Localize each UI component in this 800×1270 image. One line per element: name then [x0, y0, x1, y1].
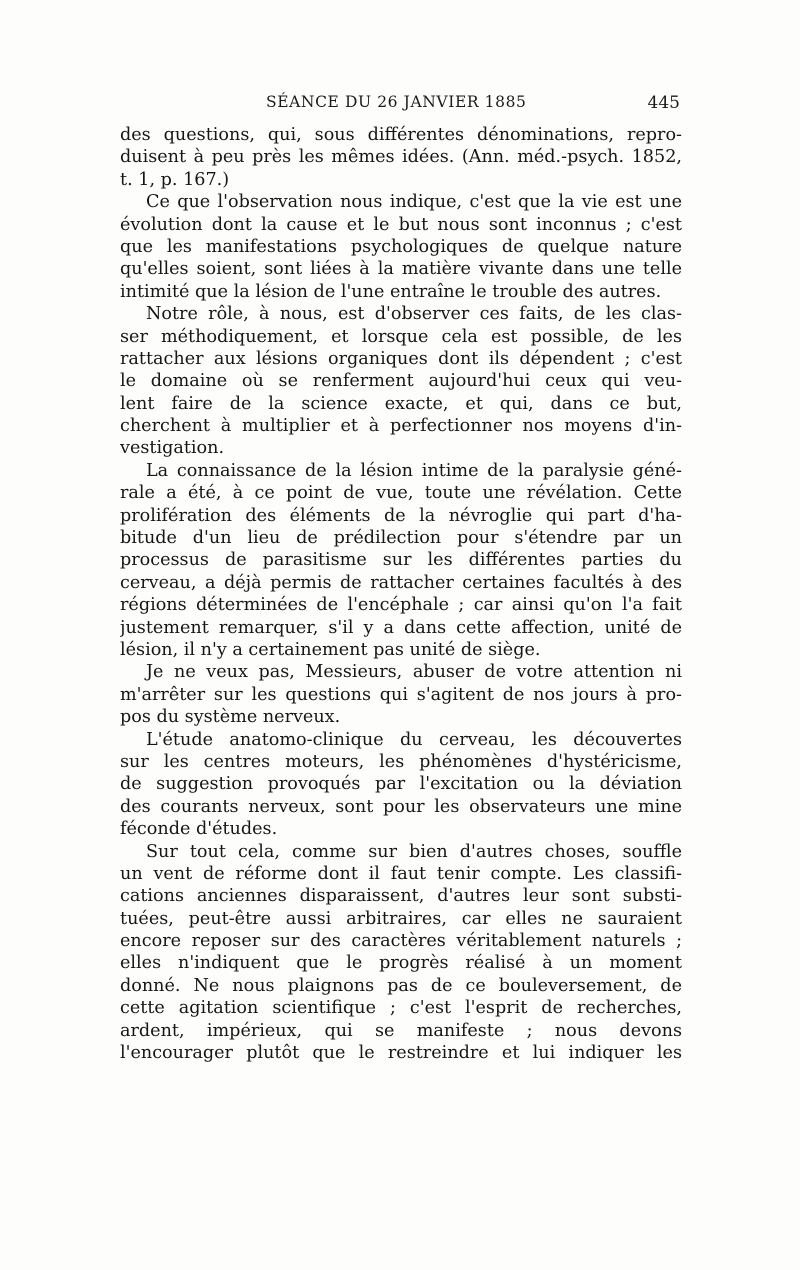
text-line: de suggestion provoqués par l'excitation ou la déviation [120, 774, 682, 795]
paragraph-continuation [120, 124, 682, 191]
text-line: vestigation. [120, 438, 225, 459]
text-line: t. 1, p. 167.) [120, 169, 230, 190]
text-line: elles n'indiquent que le progrès réalisé à un moment [120, 953, 682, 974]
text-line: duisent à peu près les mêmes idées. (Ann. méd.-psych. 1852, [120, 147, 682, 168]
running-head [120, 93, 680, 121]
text-line: Notre rôle, à nous, est d'observer ces faits, de les clas- [146, 304, 682, 325]
text-line: ardent, impérieux, qui se manifeste ; nous devons [120, 1020, 682, 1041]
text-line: lent faire de la science exacte, et qui, dans ce but, [120, 393, 682, 414]
running-head-title: SÉANCE DU 26 JANVIER 1885 [266, 93, 527, 111]
page-number: 445 [647, 93, 680, 113]
text-line: rale a été, à ce point de vue, toute une révélation. Cette [120, 483, 682, 504]
text-line: Je ne veux pas, Messieurs, abuser de votre attention ni [146, 662, 682, 683]
text-line: ser méthodiquement, et lorsque cela est possible, de les [120, 326, 682, 347]
text-line: intimité que la lésion de l'une entraîne le trouble des autres. [120, 281, 662, 302]
text-line: prolifération des éléments de la névroglie qui part d'ha- [120, 505, 682, 526]
text-line: cette agitation scientifique ; c'est l'esprit de recherches, [120, 998, 682, 1019]
text-line: encore reposer sur des caractères véritablement naturels ; [120, 931, 682, 952]
text-line: justement remarquer, s'il y a dans cette affection, unité de [120, 617, 682, 638]
text-line: l'encourager plutôt que le restreindre et lui indiquer les [120, 1043, 682, 1064]
text-line: évolution dont la cause et le but nous sont inconnus ; c'est [120, 214, 682, 235]
text-line: lésion, il n'y a certainement pas unité de siège. [120, 639, 541, 660]
paragraph [120, 661, 682, 728]
text-line: cherchent à multiplier et à perfectionner nos moyens d'in- [120, 416, 682, 437]
text-line: que les manifestations psychologiques de quelque nature [120, 236, 682, 257]
text-line: des questions, qui, sous différentes dénominations, repro- [120, 125, 682, 145]
text-line: des courants nerveux, sont pour les observateurs une mine [120, 796, 682, 817]
text-line: pos du système nerveux. [120, 707, 341, 728]
paragraph [120, 729, 682, 841]
text-line: un vent de réforme dont il faut tenir compte. Les classifi- [120, 863, 682, 884]
text-line: Ce que l'observation nous indique, c'est que la vie est une [146, 192, 682, 213]
text-line: processus de parasitisme sur les différentes parties du [120, 550, 682, 571]
paragraph [120, 191, 682, 303]
text-line: donné. Ne nous plaignons pas de ce bouleversement, de [120, 975, 682, 996]
text-line: qu'elles soient, sont liées à la matière vivante dans une telle [120, 259, 682, 280]
paragraph [120, 460, 682, 662]
text-line: le domaine où se renferment aujourd'hui ceux qui veu- [120, 371, 682, 392]
text-line: cerveau, a déjà permis de rattacher certaines facultés à des [120, 572, 682, 593]
text-line: régions déterminées de l'encéphale ; car ainsi qu'on l'a fait [120, 595, 682, 616]
text-line: rattacher aux lésions organiques dont ils dépendent ; c'est [120, 348, 682, 369]
text-line: féconde d'études. [120, 819, 278, 840]
text-line: bitude d'un lieu de prédilection pour s'étendre par un [120, 528, 682, 549]
text-line: tuées, peut-être aussi arbitraires, car elles ne sauraient [120, 908, 682, 929]
text-line: sur les centres moteurs, les phénomènes d'hystéricisme, [120, 751, 682, 772]
text-line: L'étude anatomo-clinique du cerveau, les découvertes [146, 729, 682, 750]
paragraph [120, 841, 682, 1065]
text-line: cations anciennes disparaissent, d'autres leur sont substi- [120, 886, 682, 907]
text-line: m'arrêter sur les questions qui s'agitent de nos jours à pro- [120, 684, 682, 705]
body-text [120, 124, 682, 1064]
paragraph [120, 303, 682, 460]
text-line: Sur tout cela, comme sur bien d'autres choses, souffle [146, 841, 682, 862]
text-line: La connaissance de la lésion intime de la paralysie géné- [146, 460, 682, 481]
